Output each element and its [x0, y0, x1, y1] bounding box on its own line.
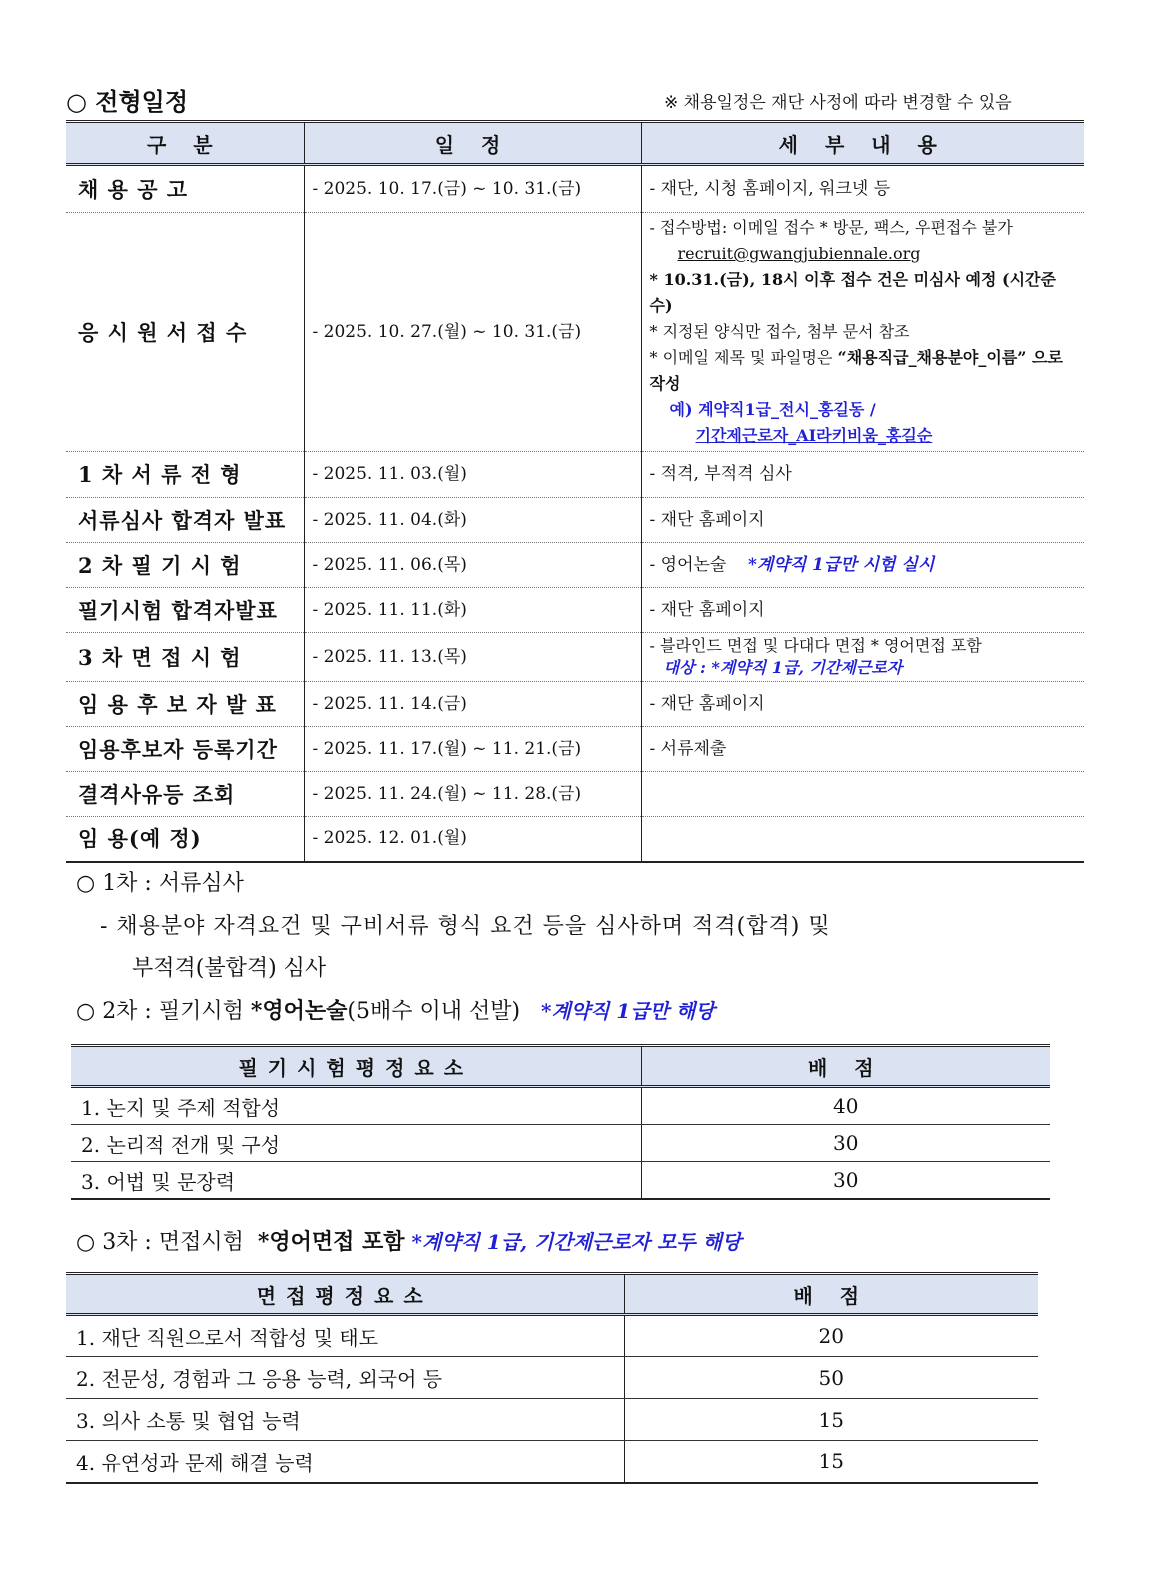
- row-detail: - 재단 홈페이지: [641, 682, 1084, 727]
- row-category: 채 용 공 고: [66, 165, 304, 213]
- row-date: - 2025. 11. 13.(목): [304, 633, 641, 682]
- table-row: [66, 1315, 1038, 1357]
- stage3-note: *계약직 1급, 기간제근로자 모두 해당: [411, 1230, 742, 1254]
- interview-item: 3. 의사 소통 및 협업 능력: [66, 1399, 624, 1441]
- interview-item: 4. 유연성과 문제 해결 능력: [66, 1441, 624, 1483]
- table-row: [66, 817, 1084, 862]
- interview-score: 50: [624, 1357, 1038, 1399]
- title-format: “채용직급_채용분야_이름” 으로 작성: [649, 348, 1063, 393]
- form-note: * 지정된 양식만 접수, 첨부 문서 참조: [649, 322, 910, 341]
- interview-score: 15: [624, 1399, 1038, 1441]
- row-date: - 2025. 11. 24.(월) ~ 11. 28.(금): [304, 772, 641, 817]
- written-score: 30: [641, 1125, 1050, 1162]
- title-format-note: [650, 345, 1077, 397]
- interview-score: 15: [624, 1441, 1038, 1483]
- interview-header-item: 면접평정요소: [66, 1274, 624, 1315]
- stage2-note: *계약직 1급만 해당: [541, 999, 715, 1023]
- detail-note: *계약직 1급만 시험 실시: [747, 554, 935, 575]
- row-category: 1 차 서 류 전 형: [66, 452, 304, 498]
- interview-header-score: 배 점: [624, 1274, 1038, 1315]
- row-date: - 2025. 11. 03.(월): [304, 452, 641, 498]
- written-item: 3. 어법 및 문장력: [71, 1162, 641, 1200]
- row-detail: [641, 772, 1084, 817]
- row-category: 2 차 필 기 시 험: [66, 543, 304, 588]
- row-category: 임 용(예 정): [66, 817, 304, 862]
- schedule-heading: ○ 전형일정: [66, 87, 189, 116]
- row-date: - 2025. 11. 04.(화): [304, 498, 641, 543]
- row-detail: - 적격, 부적격 심사: [641, 452, 1084, 498]
- detail-text: - 블라인드 면접 및 다대다 면접 * 영어면접 포함: [649, 636, 982, 655]
- schedule-notice: ※ 채용일정은 재단 사정에 따라 변경할 수 있음: [664, 93, 1012, 113]
- schedule-table: [66, 120, 1084, 863]
- title-prefix: * 이메일 제목 및 파일명은: [649, 348, 833, 367]
- interview-table: [66, 1272, 1038, 1484]
- table-row: [66, 588, 1084, 633]
- row-category: 필기시험 합격자발표: [66, 588, 304, 633]
- table-row: [66, 1399, 1038, 1441]
- written-header-score: 배 점: [641, 1046, 1050, 1087]
- written-item: 2. 논리적 전개 및 구성: [71, 1125, 641, 1162]
- stage3-emphasis: *영어면접 포함: [257, 1229, 405, 1255]
- example-line-2: 기간제근로자_AI라키비움_홍길순: [695, 426, 933, 445]
- row-category: 결격사유등 조회: [66, 772, 304, 817]
- row-category: 임 용 후 보 자 발 표: [66, 682, 304, 727]
- row-detail: - 서류제출: [641, 727, 1084, 772]
- application-email-link[interactable]: recruit@gwangjubiennale.org: [677, 244, 921, 263]
- stage3-heading-line: [76, 1225, 741, 1256]
- application-method: - 접수방법: 이메일 접수 * 방문, 팩스, 우편접수 불가: [649, 218, 1013, 237]
- interview-header-row: [66, 1274, 1038, 1315]
- stage2-emphasis: *영어논술: [250, 998, 348, 1024]
- stage3-heading: ○ 3차 : 면접시험: [76, 1230, 244, 1255]
- table-row: [66, 1357, 1038, 1399]
- table-row: [66, 1441, 1038, 1483]
- row-date: - 2025. 12. 01.(월): [304, 817, 641, 862]
- row-detail: [641, 817, 1084, 862]
- written-item: 1. 논지 및 주제 적합성: [71, 1087, 641, 1125]
- row-detail: - 재단 홈페이지: [641, 498, 1084, 543]
- schedule-header-row: [66, 122, 1084, 165]
- table-row: [71, 1125, 1050, 1162]
- row-detail: [641, 543, 1084, 588]
- table-row: [66, 727, 1084, 772]
- written-score: 30: [641, 1162, 1050, 1200]
- written-header-row: [71, 1046, 1050, 1087]
- row-date: - 2025. 10. 17.(금) ~ 10. 31.(금): [304, 165, 641, 213]
- table-row: [66, 452, 1084, 498]
- table-row: [66, 772, 1084, 817]
- table-row: [66, 498, 1084, 543]
- row-category: 서류심사 합격자 발표: [66, 498, 304, 543]
- written-header-item: 필기시험평정요소: [71, 1046, 641, 1087]
- interview-item: 2. 전문성, 경험과 그 응용 능력, 외국어 등: [66, 1357, 624, 1399]
- detail-note: 대상 : *계약직 1급, 기간제근로자: [663, 658, 903, 677]
- header-detail: 세 부 내 용: [641, 122, 1084, 165]
- row-date: - 2025. 11. 11.(화): [304, 588, 641, 633]
- row-category: 임용후보자 등록기간: [66, 727, 304, 772]
- table-row: [71, 1087, 1050, 1125]
- written-exam-table: [71, 1044, 1050, 1200]
- table-row: [66, 543, 1084, 588]
- table-row: [71, 1162, 1050, 1200]
- written-score: 40: [641, 1087, 1050, 1125]
- table-row: [66, 165, 1084, 213]
- detail-text: - 영어논술: [649, 554, 727, 575]
- row-detail: - 재단, 시청 홈페이지, 워크넷 등: [641, 165, 1084, 213]
- stage1-heading: ○ 1차 : 서류심사: [76, 871, 244, 896]
- row-date: - 2025. 11. 17.(월) ~ 11. 21.(금): [304, 727, 641, 772]
- row-category: 3 차 면 접 시 험: [66, 633, 304, 682]
- stage1-description-line1: - 채용분야 자격요건 및 구비서류 형식 요건 등을 심사하며 적격(합격) 및: [100, 914, 831, 939]
- table-row: [66, 682, 1084, 727]
- header-category: 구 분: [66, 122, 304, 165]
- stage2-heading-line: [76, 994, 715, 1025]
- row-date: - 2025. 11. 14.(금): [304, 682, 641, 727]
- deadline-note: * 10.31.(금), 18시 이후 접수 건은 미심사 예정 (시간준수): [649, 270, 1056, 315]
- stage1-description-line2: 부적격(불합격) 심사: [132, 956, 327, 981]
- header-date: 일 정: [304, 122, 641, 165]
- interview-score: 20: [624, 1315, 1038, 1357]
- row-category: 응 시 원 서 접 수: [66, 213, 304, 452]
- row-detail: [641, 633, 1084, 682]
- row-detail: - 재단 홈페이지: [641, 588, 1084, 633]
- example-line-1: 예) 계약직1급_전시_홍길동 /: [669, 400, 876, 419]
- row-date: - 2025. 10. 27.(월) ~ 10. 31.(금): [304, 213, 641, 452]
- interview-item: 1. 재단 직원으로서 적합성 및 태도: [66, 1315, 624, 1357]
- stage2-rest: (5배수 이내 선발): [347, 999, 521, 1024]
- stage2-heading: ○ 2차 : 필기시험: [76, 999, 244, 1024]
- row-detail: [641, 213, 1084, 452]
- table-row: [66, 633, 1084, 682]
- row-date: - 2025. 11. 06.(목): [304, 543, 641, 588]
- table-row: [66, 213, 1084, 452]
